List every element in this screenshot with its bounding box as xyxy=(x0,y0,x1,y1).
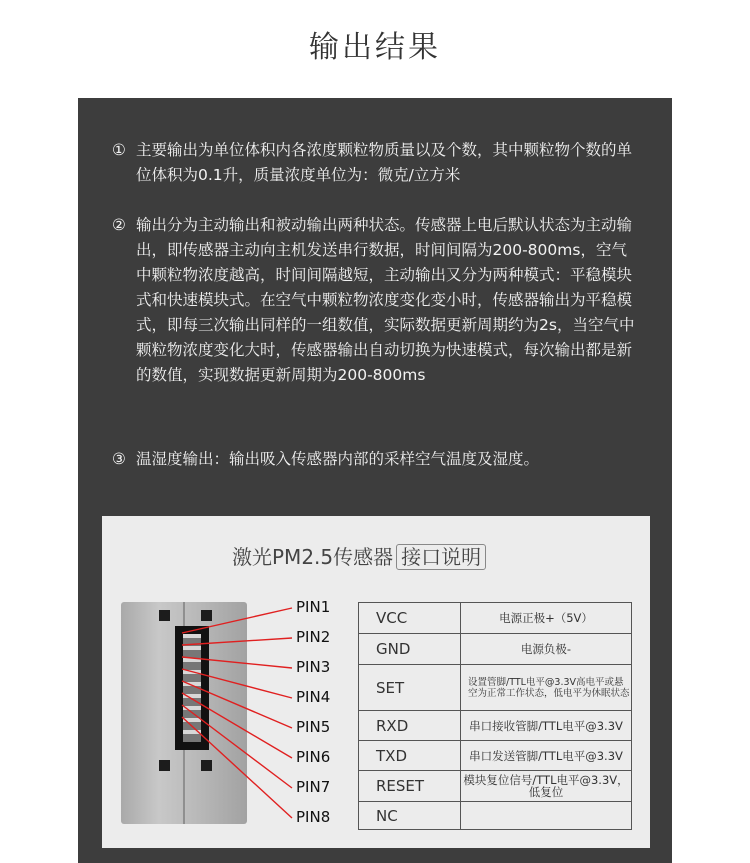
pin-name: RXD xyxy=(359,711,461,741)
pin-name: GND xyxy=(359,634,461,665)
table-row xyxy=(359,711,632,741)
table-row xyxy=(359,741,632,771)
pin-wire xyxy=(182,717,292,818)
pin-name: SET xyxy=(359,665,461,711)
pin-label-2: PIN2 xyxy=(296,628,331,646)
pin-label-8: PIN8 xyxy=(296,808,331,826)
paragraph-number: ③ xyxy=(112,450,126,468)
paragraph-number: ② xyxy=(112,216,126,234)
pin-wire xyxy=(182,638,292,645)
card-title-boxed: 接口说明 xyxy=(396,544,486,570)
pin-label-1: PIN1 xyxy=(296,598,331,616)
paragraph-text: 输出分为主动输出和被动输出两种状态。传感器上电后默认状态为主动输出，即传感器主动向主机发送串行数据，时间间隔为200-800ms，空气中颗粒物浓度越高，时间间隔越短，主动输出又分为两种模式：平稳模块式和快速模块式。在空气中颗粒物浓度变化变小时，传感器输出为平稳模式，即每三次输出同样的一组数值，实际数据更新周期约为2s，当空气中颗粒物浓度变化大时，传感器输出自动切换为快速模式，每次输出都是新的数值，实现数据更新周期为200-800ms xyxy=(136,216,635,384)
table-row xyxy=(359,802,632,830)
pin-label-7: PIN7 xyxy=(296,778,331,796)
page-title: 输出结果 xyxy=(309,30,441,65)
table-row xyxy=(359,665,632,711)
pin-name: VCC xyxy=(359,603,461,634)
paragraph-3 xyxy=(112,447,642,472)
pin-label-3: PIN3 xyxy=(296,658,331,676)
pin-name: RESET xyxy=(359,771,461,802)
pin-description: 电源负极- xyxy=(461,634,632,665)
paragraph-text: 温湿度输出：输出吸入传感器内部的采样空气温度及湿度。 xyxy=(136,450,540,468)
table-row xyxy=(359,771,632,802)
pin-wire xyxy=(182,608,292,633)
pin-label-5: PIN5 xyxy=(296,718,331,736)
pin-table xyxy=(358,602,632,830)
paragraph-1 xyxy=(112,138,642,184)
pin-description: 串口发送管脚/TTL电平@3.3V xyxy=(461,741,632,771)
pin-label-6: PIN6 xyxy=(296,748,331,766)
paragraph-text: 主要输出为单位体积内各浓度颗粒物质量以及个数，其中颗粒物个数的单位体积为0.1升，质量浓度单位为：微克/立方米 xyxy=(136,141,633,184)
card-title-main: 激光PM2.5传感器 xyxy=(232,545,394,569)
pin-wire xyxy=(182,693,292,758)
pin-name: TXD xyxy=(359,741,461,771)
pin-label-4: PIN4 xyxy=(296,688,331,706)
paragraph-2 xyxy=(112,213,642,384)
pin-name: NC xyxy=(359,802,461,830)
paragraph-number: ① xyxy=(112,141,126,159)
wire-group xyxy=(182,608,292,818)
interface-card xyxy=(102,516,650,848)
pin-description xyxy=(461,802,632,830)
pin-description: 电源正极+（5V） xyxy=(461,603,632,634)
pin-wire xyxy=(182,681,292,728)
pin-description: 串口接收管脚/TTL电平@3.3V xyxy=(461,711,632,741)
table-row xyxy=(359,634,632,665)
table-row xyxy=(359,603,632,634)
pin-wire xyxy=(182,657,292,668)
pin-description: 模块复位信号/TTL电平@3.3V，低复位 xyxy=(461,771,632,802)
pin-wire xyxy=(182,705,292,788)
pin-wire xyxy=(182,669,292,698)
pin-description: 设置管脚/TTL电平@3.3V高电平或悬空为正常工作状态，低电平为休眠状态 xyxy=(461,665,632,711)
